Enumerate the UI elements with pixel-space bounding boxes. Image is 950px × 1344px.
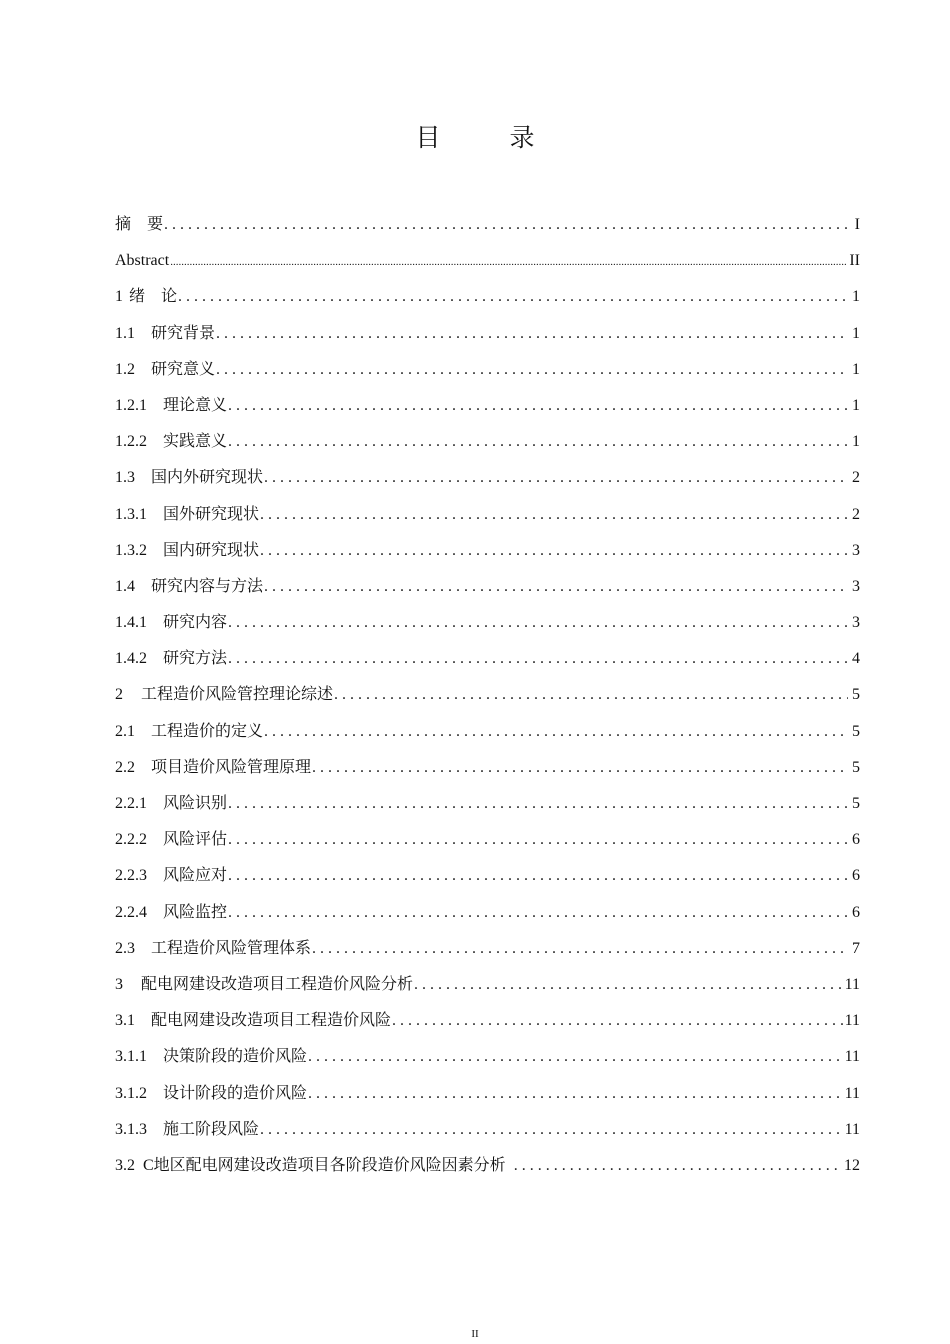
toc-leader-dots bbox=[228, 822, 848, 858]
toc-leader-dots bbox=[170, 243, 847, 280]
toc-entry-text: 国内研究现状 bbox=[163, 541, 260, 559]
toc-entry-2-1[interactable] bbox=[115, 714, 860, 750]
toc-entry-number: 2.1 bbox=[115, 722, 135, 740]
toc-entry-text: 风险识别 bbox=[163, 795, 228, 812]
toc-entry-page: 6 bbox=[852, 831, 860, 849]
toc-entry-page: 2 bbox=[852, 505, 860, 523]
toc-leader-dots bbox=[164, 207, 848, 243]
toc-leader-dots bbox=[228, 858, 848, 894]
toc-entry-number: 2.3 bbox=[115, 939, 135, 957]
toc-entry-number: 3.1 bbox=[115, 1012, 135, 1030]
toc-leader-dots bbox=[228, 605, 848, 641]
toc-entry-page: 5 bbox=[852, 758, 860, 776]
toc-entry-1[interactable] bbox=[115, 279, 860, 315]
toc-entry-page: 3 bbox=[852, 541, 860, 559]
toc-entry-number: 3.2 bbox=[115, 1156, 135, 1174]
toc-leader-dots bbox=[264, 714, 848, 750]
toc-leader-dots bbox=[414, 967, 843, 1003]
toc-entry-1-2[interactable] bbox=[115, 352, 860, 388]
toc-leader-dots bbox=[260, 497, 848, 533]
toc-entry-number: 1.2.1 bbox=[115, 396, 147, 414]
toc-leader-dots bbox=[264, 569, 848, 605]
toc-entry-text: 绪 论 bbox=[129, 288, 178, 306]
toc-entry-number: 1.3 bbox=[115, 469, 135, 487]
toc-entry-1-2-2[interactable] bbox=[115, 424, 860, 460]
toc-entry-1-3[interactable] bbox=[115, 460, 860, 496]
toc-entry-2-2-2[interactable] bbox=[115, 822, 860, 858]
toc-entry-number: 2.2.2 bbox=[115, 831, 147, 849]
toc-leader-dots bbox=[228, 424, 848, 460]
toc-entry-page: 5 bbox=[852, 722, 860, 740]
toc-entry-text: 研究内容 bbox=[163, 614, 228, 632]
toc-entry-text: 摘 要 bbox=[115, 216, 164, 233]
toc-entry-3[interactable] bbox=[115, 967, 860, 1003]
toc-entry-number: 2.2 bbox=[115, 758, 135, 776]
toc-entry-number: 2.2.4 bbox=[115, 903, 147, 921]
toc-entry-text: 施工阶段风险 bbox=[163, 1120, 260, 1138]
toc-entry-text: 风险评估 bbox=[163, 831, 228, 849]
toc-leader-dots bbox=[228, 895, 848, 931]
toc-entry-number: 2 bbox=[115, 686, 123, 704]
toc-entry-text: 国内外研究现状 bbox=[151, 469, 264, 487]
toc-entry-page: 11 bbox=[844, 1084, 860, 1102]
toc-entry-3-1-3[interactable] bbox=[115, 1112, 860, 1148]
toc-entry-text: 配电网建设改造项目工程造价风险分析 bbox=[141, 975, 414, 993]
toc-entry-text: 配电网建设改造项目工程造价风险 bbox=[151, 1012, 392, 1030]
toc-entry-page: 6 bbox=[852, 867, 860, 885]
toc-entry-text: 研究意义 bbox=[151, 360, 216, 378]
toc-entry-text: 设计阶段的造价风险 bbox=[163, 1084, 308, 1102]
toc-entry-2-2[interactable] bbox=[115, 750, 860, 786]
toc-entry-number: 3 bbox=[115, 975, 123, 993]
toc-entry-page: 7 bbox=[852, 939, 860, 957]
toc-entry-2-3[interactable] bbox=[115, 931, 860, 967]
toc-entry-abstract-cn[interactable] bbox=[115, 207, 860, 243]
table-of-contents bbox=[115, 207, 860, 1184]
toc-leader-dots bbox=[216, 352, 848, 388]
toc-entry-text: 研究内容与方法 bbox=[151, 577, 264, 595]
toc-entry-page: 11 bbox=[844, 975, 860, 993]
toc-entry-text: 理论意义 bbox=[163, 396, 228, 414]
toc-entry-page: 11 bbox=[844, 1012, 860, 1030]
toc-entry-page: 4 bbox=[852, 650, 860, 668]
toc-entry-2-2-1[interactable] bbox=[115, 786, 860, 822]
toc-leader-dots bbox=[308, 1076, 843, 1112]
toc-entry-text: 决策阶段的造价风险 bbox=[163, 1048, 308, 1066]
page-number-footer: II bbox=[471, 1328, 479, 1340]
toc-leader-dots bbox=[260, 533, 848, 569]
toc-leader-dots bbox=[308, 1039, 843, 1075]
toc-entry-text: 研究方法 bbox=[163, 650, 228, 668]
toc-entry-1-1[interactable] bbox=[115, 316, 860, 352]
toc-title: 目 录 bbox=[415, 123, 557, 152]
toc-entry-text: 风险监控 bbox=[163, 903, 228, 921]
toc-entry-text: 研究背景 bbox=[151, 324, 216, 342]
toc-entry-page: 11 bbox=[844, 1048, 860, 1066]
toc-entry-3-2[interactable] bbox=[115, 1148, 860, 1184]
toc-entry-number: 3.1.1 bbox=[115, 1048, 147, 1066]
toc-entry-text: 工程造价风险管控理论综述 bbox=[141, 686, 334, 704]
toc-entry-text: 风险应对 bbox=[163, 867, 228, 885]
toc-entry-number: 1.1 bbox=[115, 324, 135, 342]
toc-entry-page: 1 bbox=[852, 396, 860, 414]
toc-entry-number: 1 bbox=[115, 288, 123, 306]
toc-entry-page: 1 bbox=[852, 288, 860, 306]
toc-entry-page: I bbox=[854, 216, 860, 233]
toc-entry-2[interactable] bbox=[115, 677, 860, 713]
toc-entry-text: 实践意义 bbox=[163, 433, 228, 451]
toc-entry-page: 11 bbox=[844, 1120, 860, 1138]
toc-leader-dots bbox=[228, 388, 848, 424]
toc-entry-page: 1 bbox=[852, 324, 860, 342]
toc-leader-dots bbox=[178, 279, 848, 315]
toc-entry-number: 1.4.2 bbox=[115, 650, 147, 668]
toc-leader-dots bbox=[312, 931, 848, 967]
toc-leader-dots bbox=[216, 316, 848, 352]
toc-entry-number: 1.2.2 bbox=[115, 433, 147, 451]
toc-entry-1-2-1[interactable] bbox=[115, 388, 860, 424]
toc-entry-number: 3.1.2 bbox=[115, 1084, 147, 1102]
toc-entry-number: 1.3.2 bbox=[115, 541, 147, 559]
toc-entry-number: 1.3.1 bbox=[115, 505, 147, 523]
toc-entry-text: 项目造价风险管理原理 bbox=[151, 758, 312, 776]
toc-leader-dots bbox=[514, 1148, 842, 1184]
toc-leader-dots bbox=[334, 677, 848, 713]
toc-entry-number: 2.2.1 bbox=[115, 795, 147, 812]
toc-entry-text: Abstract bbox=[115, 252, 170, 270]
toc-entry-page: 5 bbox=[852, 795, 860, 812]
toc-entry-page: II bbox=[849, 252, 860, 270]
toc-entry-2-2-4[interactable] bbox=[115, 895, 860, 931]
toc-entry-abstract-en[interactable] bbox=[115, 243, 860, 279]
toc-entry-page: 5 bbox=[852, 686, 860, 704]
toc-entry-page: 1 bbox=[852, 433, 860, 451]
toc-entry-number: 1.2 bbox=[115, 360, 135, 378]
toc-leader-dots bbox=[264, 460, 848, 496]
toc-entry-page: 1 bbox=[852, 360, 860, 378]
toc-entry-1-4[interactable] bbox=[115, 569, 860, 605]
toc-leader-dots bbox=[228, 786, 848, 822]
toc-entry-2-2-3[interactable] bbox=[115, 858, 860, 894]
toc-entry-3-1-1[interactable] bbox=[115, 1039, 860, 1075]
toc-entry-1-3-2[interactable] bbox=[115, 533, 860, 569]
toc-entry-page: 2 bbox=[852, 469, 860, 487]
toc-leader-dots bbox=[260, 1112, 843, 1148]
toc-entry-text: 国外研究现状 bbox=[163, 505, 260, 523]
toc-entry-3-1-2[interactable] bbox=[115, 1076, 860, 1112]
toc-entry-number: 2.2.3 bbox=[115, 867, 147, 885]
toc-entry-number: 1.4 bbox=[115, 577, 135, 595]
toc-leader-dots bbox=[228, 641, 848, 677]
toc-entry-page: 12 bbox=[844, 1156, 860, 1174]
toc-entry-3-1[interactable] bbox=[115, 1003, 860, 1039]
toc-entry-page: 6 bbox=[852, 903, 860, 921]
toc-entry-1-4-2[interactable] bbox=[115, 641, 860, 677]
toc-entry-1-4-1[interactable] bbox=[115, 605, 860, 641]
toc-entry-text: 工程造价的定义 bbox=[151, 722, 264, 740]
toc-entry-1-3-1[interactable] bbox=[115, 497, 860, 533]
toc-entry-page: 3 bbox=[852, 577, 860, 595]
toc-leader-dots bbox=[392, 1003, 843, 1039]
toc-entry-page: 3 bbox=[852, 614, 860, 632]
toc-entry-number: 1.4.1 bbox=[115, 614, 147, 632]
toc-entry-text: 工程造价风险管理体系 bbox=[151, 939, 312, 957]
toc-entry-number: 3.1.3 bbox=[115, 1120, 147, 1138]
toc-entry-text: C地区配电网建设改造项目各阶段造价风险因素分析 bbox=[143, 1156, 506, 1174]
toc-leader-dots bbox=[312, 750, 848, 786]
